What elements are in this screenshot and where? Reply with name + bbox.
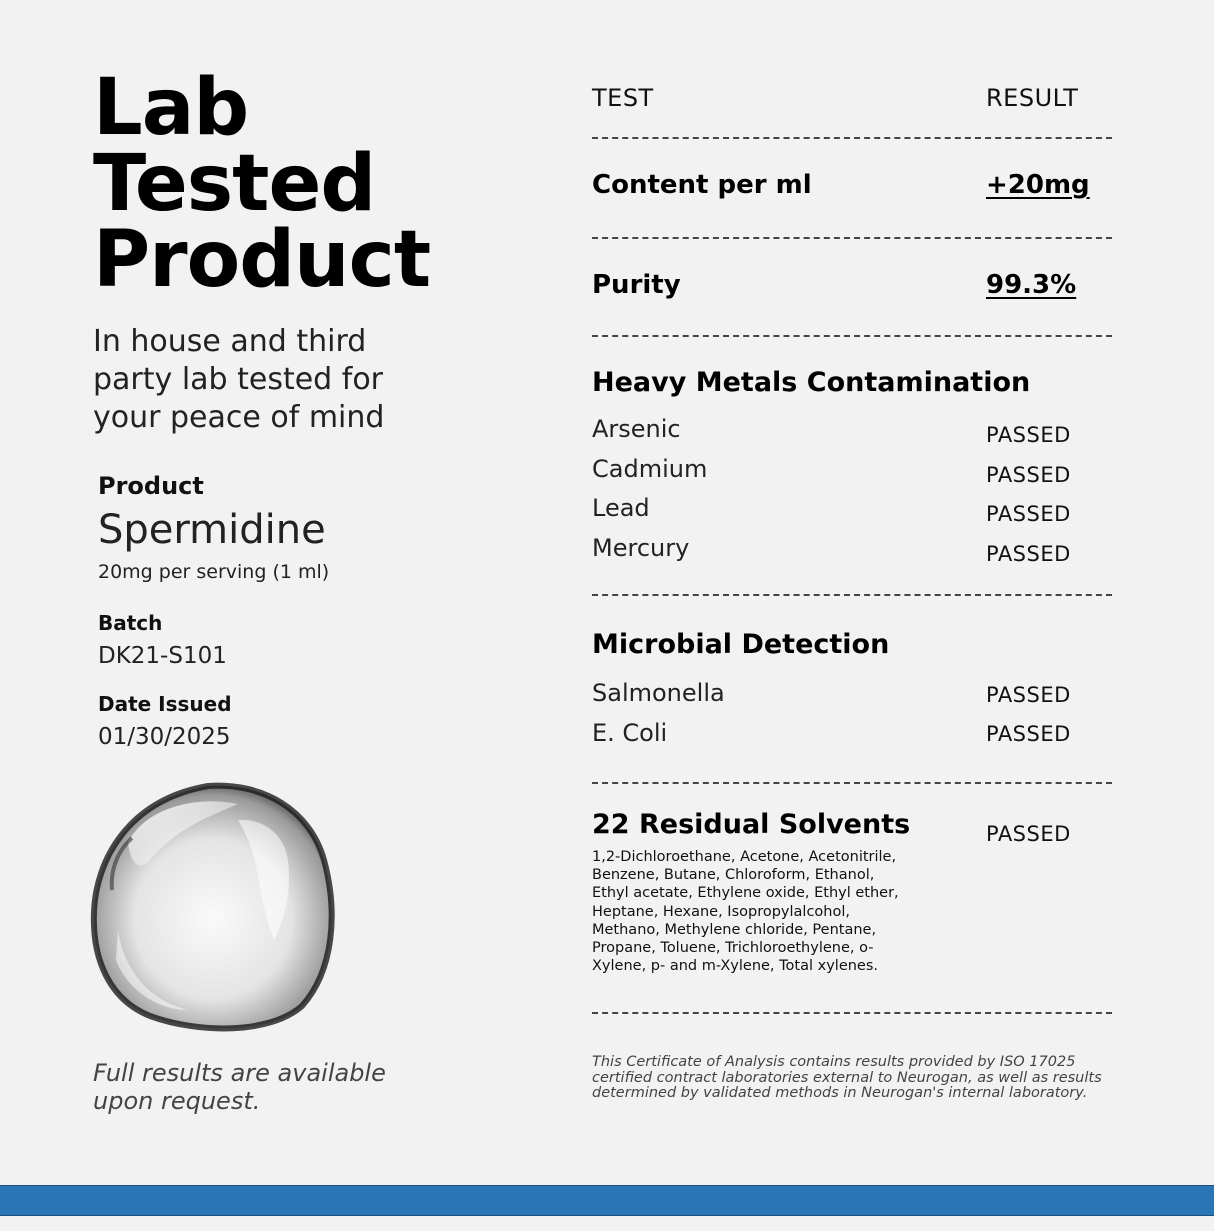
heavy-metal-name: Lead: [592, 494, 650, 522]
purity-label: Purity: [592, 270, 681, 300]
date-issued-value: 01/30/2025: [98, 724, 231, 750]
heavy-metal-name: Mercury: [592, 534, 690, 562]
full-results-note-line-2: upon request.: [93, 1087, 261, 1115]
divider: [592, 1012, 1112, 1014]
subtitle-line-2: party lab tested for: [93, 362, 384, 397]
heavy-metal-result: PASSED: [986, 463, 1071, 487]
accent-bar: [0, 1185, 1214, 1216]
divider: [592, 335, 1112, 337]
divider: [592, 237, 1112, 239]
liquid-drop-image: [88, 780, 340, 1036]
heavy-metal-result: PASSED: [986, 502, 1071, 526]
solvents-line: Ethyl acetate, Ethylene oxide, Ethyl ether,: [592, 885, 899, 902]
content-per-ml-value: +20mg: [986, 170, 1090, 200]
title-line-2: Tested: [93, 139, 376, 229]
solvents-line: Heptane, Hexane, Isopropylalcohol,: [592, 903, 850, 920]
subtitle-line-3: your peace of mind: [93, 400, 385, 435]
divider: [592, 782, 1112, 784]
batch-label: Batch: [98, 611, 163, 635]
full-results-note-line-1: Full results are available: [93, 1059, 386, 1087]
divider: [592, 594, 1112, 596]
title-line-3: Product: [93, 215, 431, 305]
residual-solvents-list: [592, 848, 932, 975]
solvents-line: Xylene, p- and m-Xylene, Total xylenes.: [592, 958, 879, 975]
microbial-result: PASSED: [986, 683, 1071, 707]
residual-solvents-result: PASSED: [986, 822, 1071, 846]
solvents-line: Methano, Methylene chloride, Pentane,: [592, 921, 877, 938]
product-serving: 20mg per serving (1 ml): [98, 561, 330, 583]
date-issued-label: Date Issued: [98, 692, 232, 716]
column-header-result: RESULT: [986, 84, 1079, 112]
certificate-note: [592, 1055, 1132, 1102]
product-label: Product: [98, 472, 204, 500]
solvents-line: 1,2-Dichloroethane, Acetone, Acetonitrile,: [592, 849, 897, 865]
certificate-note-line: This Certificate of Analysis contains results provided by ISO 17025: [592, 1054, 1076, 1070]
certificate-note-line: certified contract laboratories external to Neurogan, as well as results: [592, 1069, 1102, 1086]
microbial-name: E. Coli: [592, 719, 668, 747]
batch-value: DK21-S101: [98, 643, 227, 669]
heavy-metal-result: PASSED: [986, 542, 1071, 566]
purity-value: 99.3%: [986, 270, 1077, 300]
heavy-metal-name: Arsenic: [592, 415, 681, 443]
residual-solvents-title: 22 Residual Solvents: [592, 809, 911, 840]
product-name: Spermidine: [98, 507, 326, 553]
solvents-line: Benzene, Butane, Chloroform, Ethanol,: [592, 867, 875, 884]
subtitle-line-1: In house and third: [93, 324, 367, 359]
microbial-result: PASSED: [986, 722, 1071, 746]
column-header-test: TEST: [592, 84, 654, 112]
microbial-name: Salmonella: [592, 679, 725, 707]
heavy-metals-title: Heavy Metals Contamination: [592, 367, 1031, 398]
full-results-note: [93, 1059, 386, 1115]
page-title: [93, 63, 431, 305]
divider: [592, 137, 1112, 139]
subtitle: [93, 323, 423, 437]
content-per-ml-label: Content per ml: [592, 170, 812, 200]
title-line-1: Lab: [93, 63, 249, 153]
solvents-line: Propane, Toluene, Trichloroethylene, o-: [592, 940, 874, 957]
heavy-metal-name: Cadmium: [592, 455, 708, 483]
microbial-detection-title: Microbial Detection: [592, 629, 890, 660]
certificate-note-line: determined by validated methods in Neurogan's internal laboratory.: [592, 1085, 1088, 1101]
heavy-metal-result: PASSED: [986, 423, 1071, 447]
